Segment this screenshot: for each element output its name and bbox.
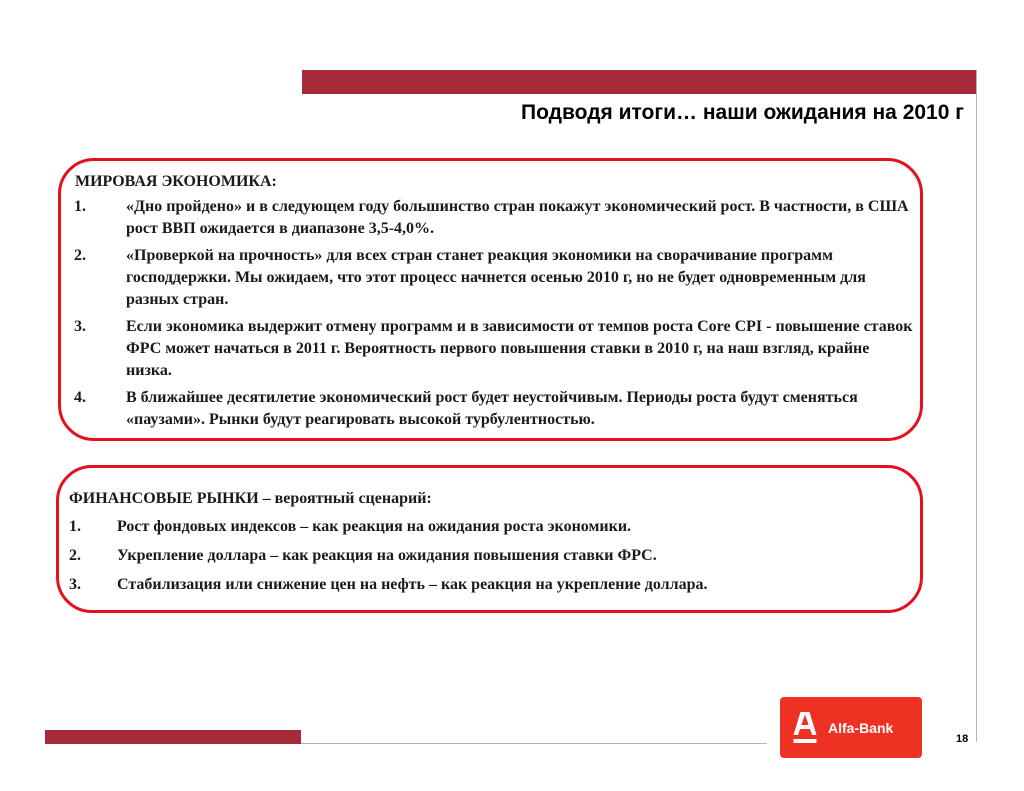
alfa-bank-a-logo-icon xyxy=(780,697,830,758)
list-item-text: Стабилизация или снижение цен на нефть – как реакция на укрепление доллара. xyxy=(117,576,708,593)
world-economy-heading: МИРОВАЯ ЭКОНОМИКА: xyxy=(75,173,277,190)
list-item-number: 4. xyxy=(74,389,86,406)
list-item xyxy=(74,387,914,431)
list-item-number: 1. xyxy=(74,198,86,215)
list-item-text: Рост фондовых индексов – как реакция на ожидания роста экономики. xyxy=(117,518,632,535)
list-item-text: Если экономика выдержит отмену программ и в зависимости от темпов роста Core CPI - повышение ставок ФРС может начаться в 2011 г. Вероятность первого повышения ставки в 2010 г, на наш взгляд, крайне низка. xyxy=(126,318,913,379)
list-item-text: «Дно пройдено» и в следующем году большинство стран покажут экономический рост. В частности, в США рост ВВП ожидается в диапазоне 3,5-4,0%. xyxy=(126,198,909,237)
financial-markets-list xyxy=(69,516,909,603)
logo-text: Alfa-Bank xyxy=(828,719,894,736)
list-item-number: 3. xyxy=(69,576,81,593)
world-economy-list xyxy=(74,196,914,436)
list-item-number: 1. xyxy=(69,518,81,535)
list-item-text: Укрепление доллара – как реакция на ожидания повышения ставки ФРС. xyxy=(117,547,657,564)
list-item-text: «Проверкой на прочность» для всех стран станет реакция экономики на сворачивание программ господдержки. Мы ожидаем, что этот процесс начнется осенью 2010 г, но не будет одновременным для разных стран. xyxy=(126,247,866,308)
page-number: 18 xyxy=(956,733,969,745)
list-item xyxy=(74,245,914,311)
list-item-number: 3. xyxy=(74,318,86,335)
list-item-number: 2. xyxy=(74,247,86,264)
list-item xyxy=(74,316,914,382)
list-item xyxy=(69,516,909,538)
footer-rule xyxy=(301,743,767,744)
list-item-text: В ближайшее десятилетие экономический рост будет неустойчивым. Периоды роста будут сменяться «паузами». Рынки будут реагировать высокой турбулентностью. xyxy=(126,389,858,428)
alfa-bank-logo xyxy=(780,697,922,758)
financial-markets-box xyxy=(56,465,923,613)
world-economy-box xyxy=(58,158,923,441)
list-item xyxy=(69,545,909,567)
header-band xyxy=(302,70,977,94)
list-item xyxy=(69,574,909,596)
right-divider xyxy=(976,70,977,742)
footer-band xyxy=(45,730,301,744)
list-item xyxy=(74,196,914,240)
list-item-number: 2. xyxy=(69,547,81,564)
slide-title: Подводя итоги… наши ожидания на 2010 г xyxy=(521,101,964,124)
financial-markets-heading: ФИНАНСОВЫЕ РЫНКИ – вероятный сценарий: xyxy=(69,490,432,507)
